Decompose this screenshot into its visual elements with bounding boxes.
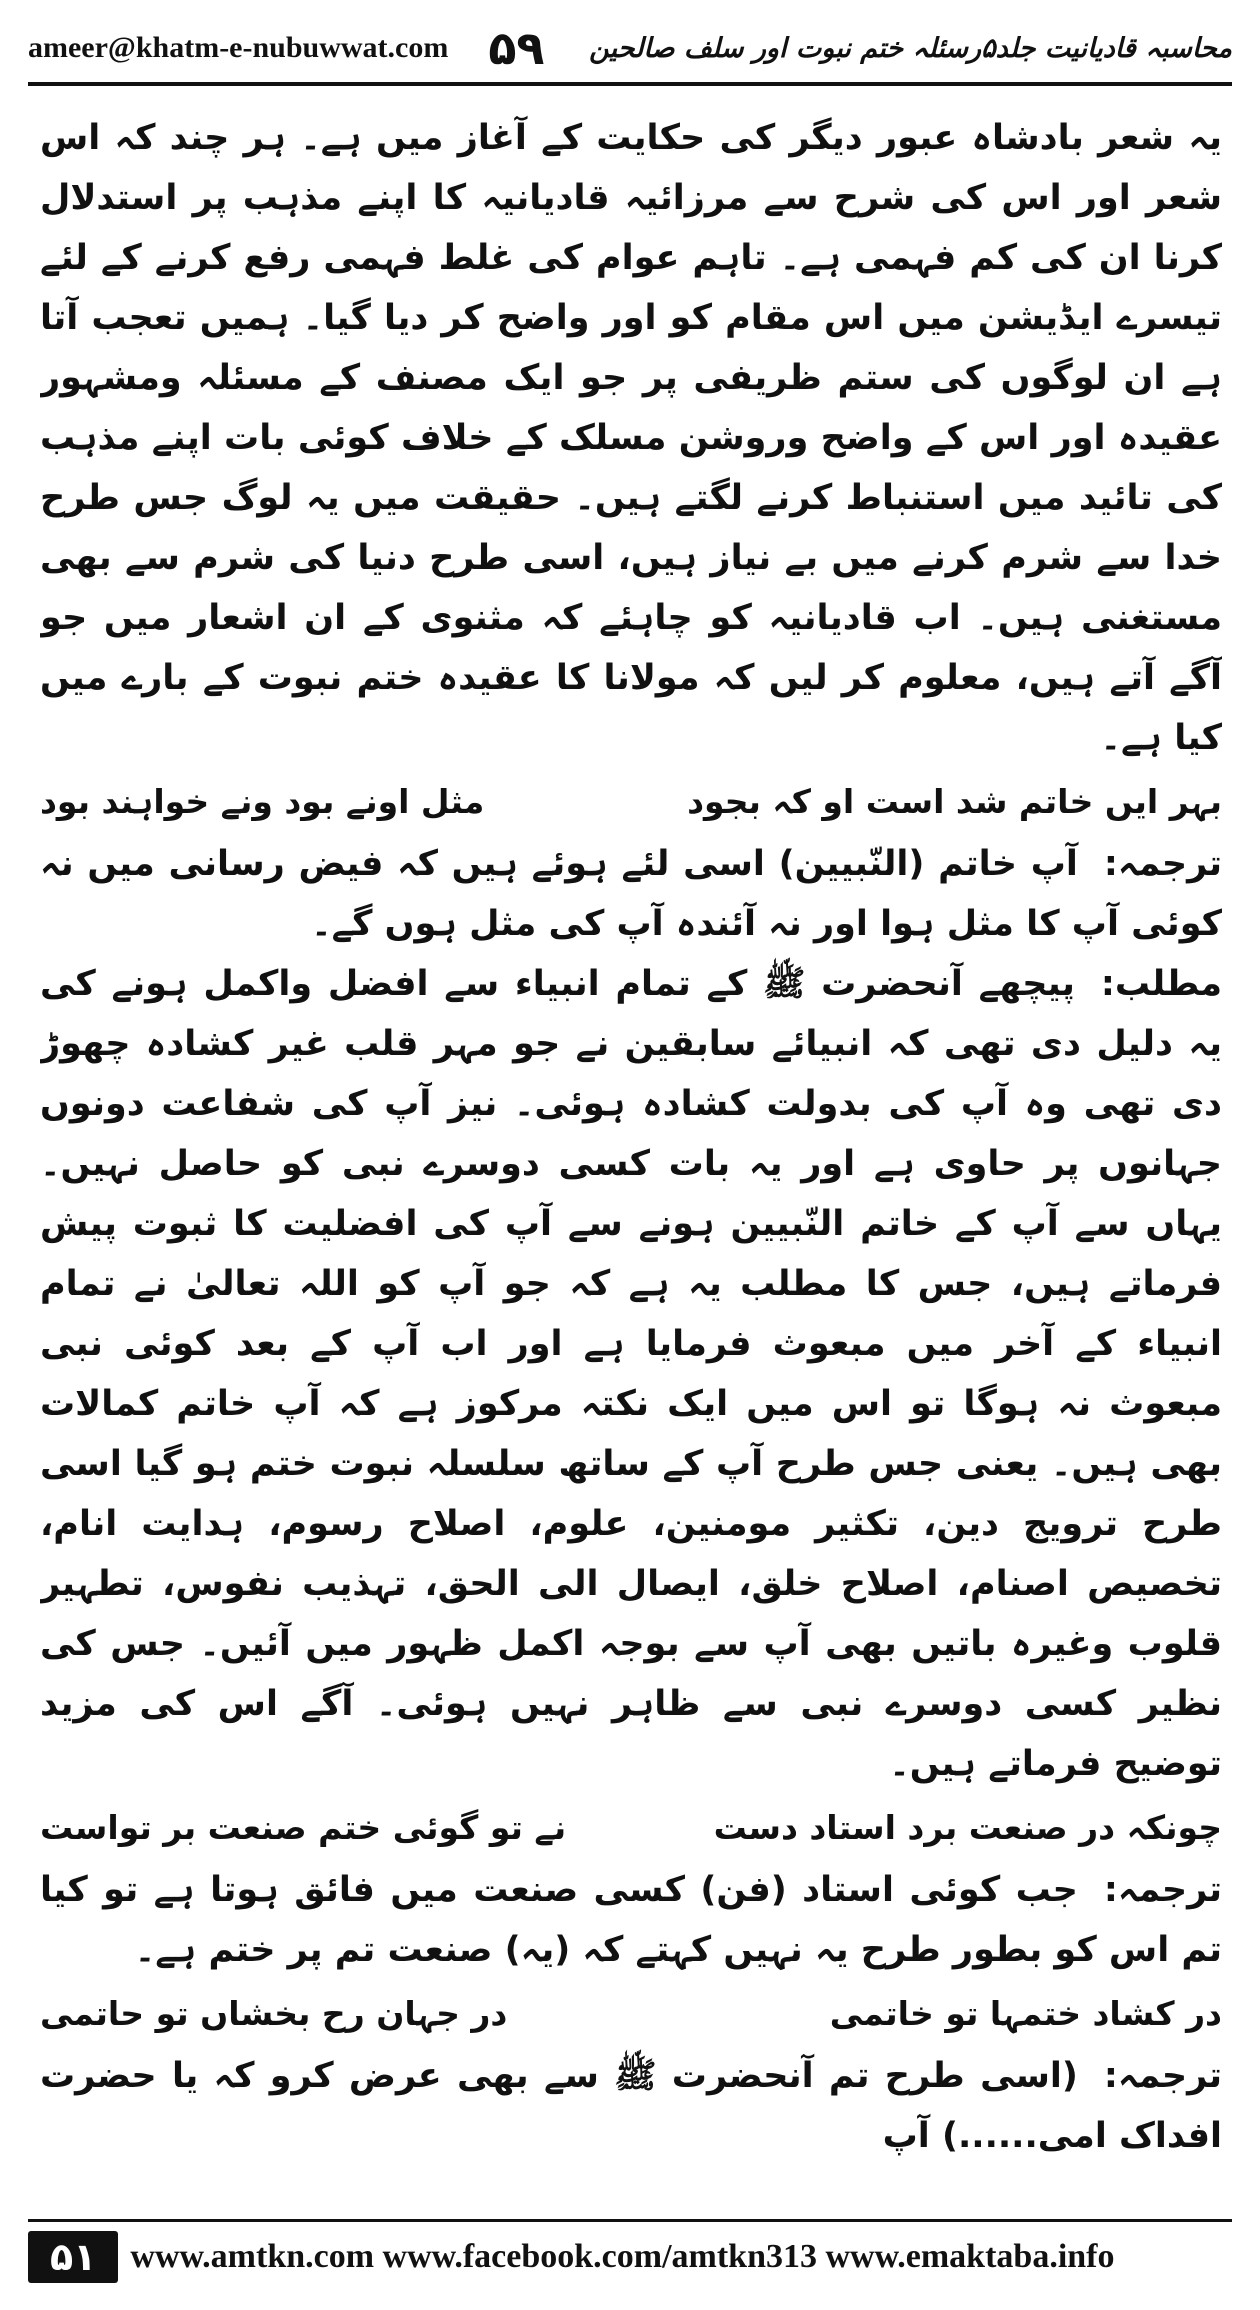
translation-3 — [40, 2046, 1222, 2166]
persian-verse-1 — [40, 774, 1222, 830]
header-book-title: محاسبہ قادیانیت جلد۵رسئلہ ختم نبوت اور سلف صالحین — [589, 32, 1232, 64]
verse-1-first-half: بہر ایں خاتم شد است او کہ بجود — [687, 782, 1222, 821]
header-email[interactable]: ameer@khatm-e-nubuwwat.com — [28, 31, 449, 64]
translation-label: ترجمہ: — [1103, 2056, 1222, 2096]
persian-verse-2 — [40, 1800, 1222, 1856]
header-page-number: ۵۹ — [488, 21, 545, 75]
translation-3-text: (اسی طرح تم آنحضرت ﷺ سے بھی عرض کرو کہ یا حضرت افداک امی......) آپ — [40, 2056, 1222, 2156]
translation-2-text: جب کوئی استاد (فن) کسی صنعت میں فائق ہوتا ہے تو کیا تم اس کو بطور طرح یہ نہیں کہتے کہ (یہ) صنعت تم پر ختم ہے۔ — [40, 1870, 1222, 1970]
page-body — [40, 108, 1222, 2214]
verse-2-second-half: نے تو گوئی ختم صنعت بر تواست — [40, 1808, 567, 1847]
intro-paragraph: یہ شعر بادشاہ عبور دیگر کی حکایت کے آغاز میں ہے۔ ہر چند کہ اس شعر اور اس کی شرح سے مرزائیہ قادیانیہ کا اپنے مذہب پر استدلال کرنا ان کی کم فہمی ہے۔ تاہم عوام کی غلط فہمی رفع کرنے کے لئے تیسرے ایڈیشن میں اس مقام کو اور واضح کر دیا گیا۔ ہمیں تعجب آتا ہے ان لوگوں کی ستم ظریفی پر جو ایک مصنف کے مسئلہ ومشہور عقیدہ اور اس کے واضح وروشن مسلک کے خلاف کوئی بات اپنے مذہب کی تائید میں استنباط کرنے لگتے ہیں۔ حقیقت میں یہ لوگ جس طرح خدا سے شرم کرنے میں بے نیاز ہیں، اسی طرح دنیا کی شرم سے بھی مستغنی ہیں۔ اب قادیانیہ کو چاہئے کہ مثنوی کے ان اشعار میں جو آگے آتے ہیں، معلوم کر لیں کہ مولانا کا عقیدہ ختم نبوت کے بارے میں کیا ہے۔ — [40, 118, 1222, 758]
footer-page-number: ۵۱ — [28, 2231, 118, 2283]
footer-website-links[interactable]: www.amtkn.com www.facebook.com/amtkn313 www.emaktaba.info — [130, 2238, 1115, 2275]
verse-1-second-half: مثل اونے بود ونے خواہند بود — [40, 782, 485, 821]
explanation-text: پیچھے آنحضرت ﷺ کے تمام انبیاء سے افضل واکمل ہونے کی یہ دلیل دی تھی کہ انبیائے سابقین نے جو مہر قلب غیر کشادہ چھوڑ دی تھی وہ آپ کی بدولت کشادہ ہوئی۔ نیز آپ کی شفاعت دونوں جہانوں پر حاوی ہے اور یہ بات کسی دوسرے نبی کو حاصل نہیں۔ یہاں سے آپ کے خاتم النّبیین ہونے سے آپ کی افضلیت کا ثبوت پیش فرماتے ہیں، جس کا مطلب یہ ہے کہ جو آپ کو اللہ تعالیٰ نے تمام انبیاء کے آخر میں مبعوث فرمایا ہے اور اب آپ کے بعد کوئی نبی مبعوث نہ ہوگا تو اس میں ایک نکتہ مرکوز ہے کہ آپ خاتم کمالات بھی ہیں۔ یعنی جس طرح آپ کے ساتھ سلسلہ نبوت ختم ہو گیا اسی طرح ترویج دین، تکثیر مومنین، علوم، اصلاح رسوم، ہدایت انام، تخصیص اصنام، اصلاح خلق، ایصال الی الحق، تہذیب نفوس، تطہیر قلوب وغیرہ باتیں بھی آپ سے بوجہ اکمل ظہور میں آئیں۔ جس کی نظیر کسی دوسرے نبی سے ظاہر نہیں ہوئی۔ آگے اس کی مزید توضیح فرماتے ہیں۔ — [40, 964, 1222, 1784]
verse-3-first-half: در کشاد ختمہا تو خاتمی — [829, 1994, 1222, 2033]
translation-label: ترجمہ: — [1103, 1870, 1222, 1910]
page-header — [28, 14, 1232, 86]
verse-3-second-half: در جہان رح بخشاں تو حاتمی — [40, 1994, 508, 2033]
explanation-label: مطلب: — [1100, 964, 1222, 1004]
translation-2 — [40, 1860, 1222, 1980]
translation-1-text: آپ خاتم (النّبیین) اسی لئے ہوئے ہیں کہ فیض رسانی میں نہ کوئی آپ کا مثل ہوا اور نہ آئندہ آپ کی مثل ہوں گے۔ — [40, 844, 1222, 944]
verse-2-first-half: چونکہ در صنعت برد استاد دست — [713, 1808, 1222, 1847]
translation-1 — [40, 834, 1222, 954]
persian-verse-3 — [40, 1986, 1222, 2042]
translation-label: ترجمہ: — [1103, 844, 1222, 884]
explanation-paragraph — [40, 954, 1222, 1794]
page-footer — [28, 2219, 1232, 2292]
